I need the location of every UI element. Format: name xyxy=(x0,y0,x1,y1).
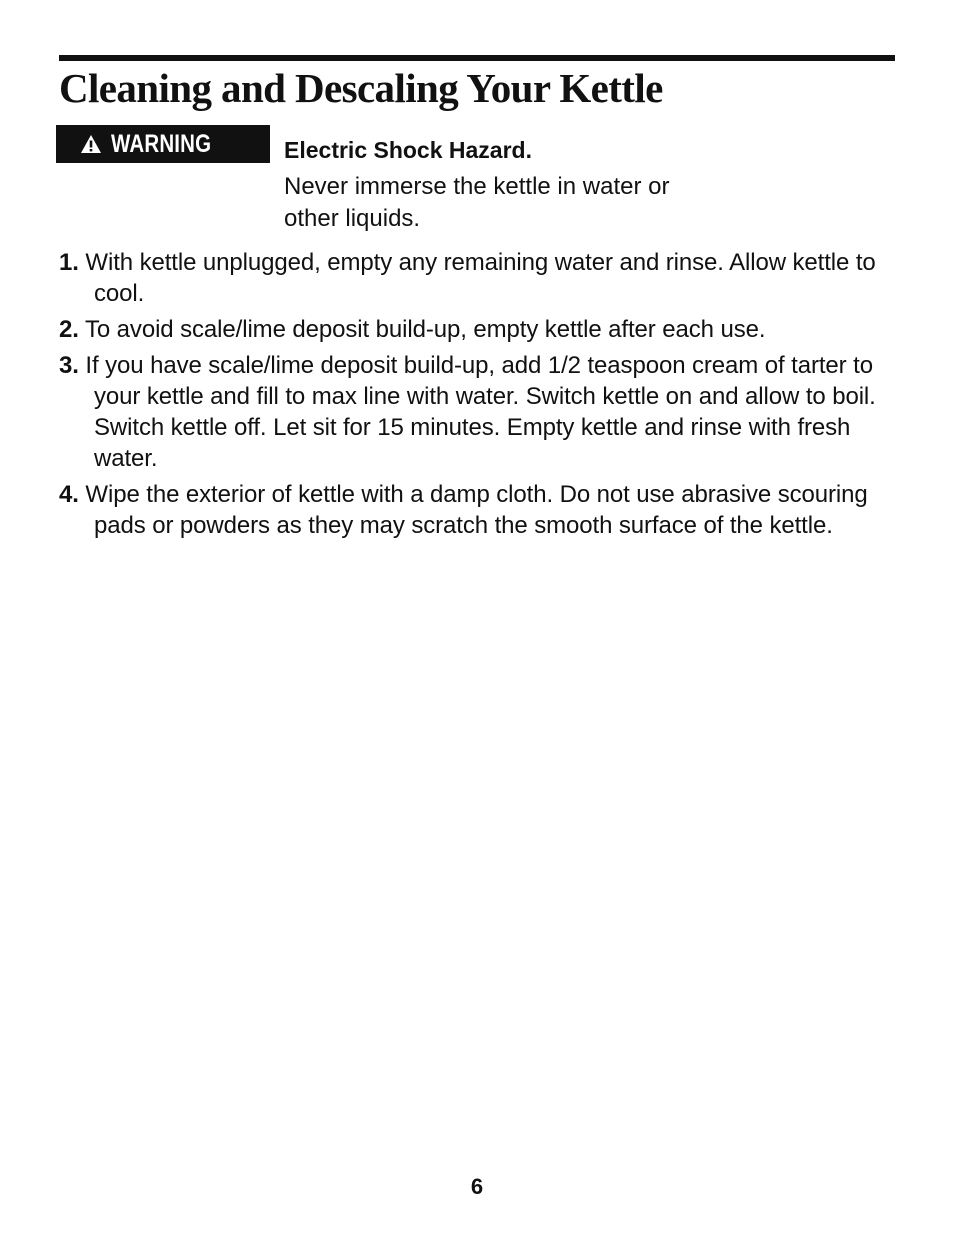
step-number: 3. xyxy=(59,352,79,379)
step-item xyxy=(59,479,889,541)
warning-label: WARNING xyxy=(111,129,212,158)
warning-message xyxy=(284,134,744,235)
warning-triangle-icon xyxy=(80,134,102,154)
page-title: Cleaning and Descaling Your Kettle xyxy=(59,65,663,111)
step-text: With kettle unplugged, empty any remaining water and rinse. Allow kettle to cool. xyxy=(85,249,876,307)
step-item xyxy=(59,247,889,309)
warning-heading: Electric Shock Hazard. xyxy=(284,137,532,163)
step-text: If you have scale/lime deposit build-up, add 1/2 teaspoon cream of tarter to your kettle and fill to max line with water. Switch kettle on and allow to boil. Switch kettle off. Let sit for 15 minutes. Empty kettle and rinse with fresh water. xyxy=(85,352,876,472)
step-text: Wipe the exterior of kettle with a damp cloth. Do not use abrasive scouring pads or powders as they may scratch the smooth surface of the kettle. xyxy=(85,481,868,539)
page-number: 6 xyxy=(470,1174,484,1199)
top-rule xyxy=(59,55,895,61)
step-text: To avoid scale/lime deposit build-up, empty kettle after each use. xyxy=(84,316,766,343)
step-number: 1. xyxy=(59,249,79,276)
step-item xyxy=(59,314,889,345)
step-number: 4. xyxy=(59,481,79,508)
step-item xyxy=(59,350,889,474)
warning-badge xyxy=(56,125,270,163)
cleaning-steps-list xyxy=(59,247,889,546)
warning-body: Never immerse the kettle in water or other liquids. xyxy=(284,173,670,232)
step-number: 2. xyxy=(59,316,79,343)
